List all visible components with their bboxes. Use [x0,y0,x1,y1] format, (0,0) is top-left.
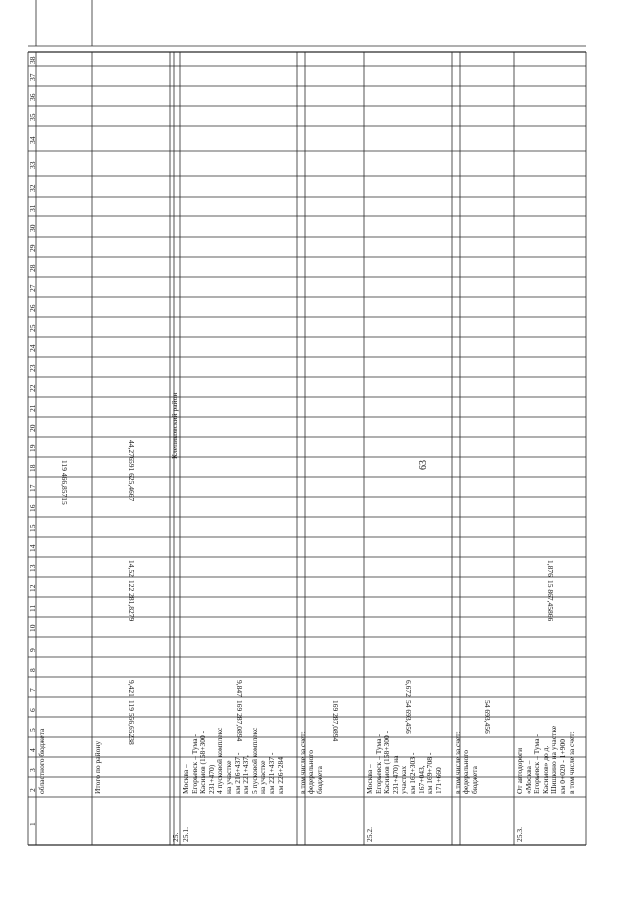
row-oblast-budget-label: областного бюджета [37,728,46,794]
row-25-2-col-7: 6,672 [404,680,413,697]
row-25-2-col-6: 54 693,456 [404,700,413,734]
column-number: 32 [28,184,37,192]
row-25-3-number: 25.3. [515,827,524,842]
row-25-1-label: 231+470) [206,764,216,794]
row-25-3-col-13: 1,876 [546,560,555,577]
row-total-district-col-13: 14,52 [127,560,136,577]
column-number: 3 [28,768,37,772]
row-25-3-label: Касимов» до д. [540,745,550,794]
column-number: 9 [28,648,37,652]
row-25-3-label: Шишкино на участке [549,725,559,794]
column-number: 17 [28,484,37,492]
column-number: 8 [28,668,37,672]
row-25-1-federal-label: федерального [306,750,315,794]
row-25-2-label: 231+470) на [390,755,400,794]
row-total-district-col-7: 9,421 [127,680,136,697]
row-25-2-label: 167+043, [416,765,426,794]
row-25-3-label: км 0+020 - 1+900 [558,739,567,794]
row-25-1-label: Егорьевск – Тума - [189,734,199,794]
column-number: 22 [28,384,37,392]
column-number: 2 [28,788,37,792]
row-25-3-col-12: 15 867,45866 [546,580,555,622]
column-number: 23 [28,364,37,372]
row-25-2-incl-label: в том числе за счет: [453,731,462,794]
row-25-2-label: км 169+708 - [425,752,435,794]
column-number: 21 [28,404,37,412]
column-number: 31 [28,204,37,212]
row-total-district-label: Итого по району [93,740,102,794]
column-number: 27 [28,284,37,292]
column-number: 25 [28,324,37,332]
column-number: 18 [28,464,37,472]
row-25-1-label: 4 пусковой комплекс [215,727,225,794]
column-number: 6 [28,708,37,712]
column-number: 16 [28,504,37,512]
column-number: 11 [28,604,37,612]
column-number: 20 [28,424,37,432]
row-25-2-label: км 162+303 - [408,752,417,794]
row-oblast-budget-col-18: 119 466,85715 [60,460,69,505]
section-title: Клепиковский район [170,392,179,459]
column-number: 30 [28,224,37,232]
column-number: 4 [28,748,37,752]
row-25-2-label: Касимов (158+300 - [382,730,392,794]
column-number: 12 [28,584,37,592]
row-25-2-federal-label: бюджета [469,766,479,794]
row-25-1-col-7: 9,847 [234,680,244,697]
column-number: 35 [28,113,37,121]
column-number: 29 [28,244,37,252]
row-total-district-col-12: 122 281,8279 [127,580,136,622]
row-25-3-label: От автодороги [515,747,524,794]
row-25-3-label: «Москва – [523,760,533,794]
column-number: 14 [28,544,37,552]
row-25-1-label: на участке [224,760,233,794]
row-total-district-col-19: 44,276 [127,440,136,461]
column-number: 37 [28,73,37,81]
row-25-3-label: в том числе за счет: [566,731,576,794]
row-25-1-col-6: 169 287,0894 [234,700,244,742]
row-section-25-number: 25. [171,832,180,842]
row-25-1-label: км 221+437 - [267,752,276,794]
column-number: 7 [28,688,37,692]
column-number: 15 [28,524,37,532]
column-number: 36 [28,93,37,101]
column-number: 13 [28,564,37,572]
page-number: 63 [418,460,429,470]
column-number: 5 [28,728,37,732]
row-25-1-federal-col-6: 169 287,0894 [330,700,340,742]
row-25-2-label: Егорьевск – Тума - [373,734,383,794]
row-25-2-federal-label: федерального [461,750,470,794]
row-25-1-federal-label: бюджета [314,766,324,794]
row-25-2-label: Москва – [365,764,374,794]
row-25-1-label: км 216+437 - [232,752,242,794]
row-25-1-label: Касимов (158+300 - [198,730,208,794]
column-number: 26 [28,304,37,312]
row-25-1-label: км 221+437, [241,755,251,794]
row-25-1-label: км 226+284 [275,757,285,794]
column-number: 10 [28,624,37,632]
row-total-district-col-18: 591 625,4667 [127,460,136,502]
row-total-district-col-6: 119 556,65238 [127,700,136,745]
column-number: 38 [28,56,37,64]
row-25-2-label: 171+660 [433,767,443,794]
column-number: 33 [28,161,37,169]
row-25-1-label: 5 пусковой комплекс [249,727,259,794]
row-25-2-label: участках [399,765,409,794]
row-25-2-federal-col-6: 54 693,456 [483,700,492,734]
column-number: 19 [28,444,37,452]
row-25-2-number: 25.2. [365,827,374,842]
row-25-1-label: на участке [258,760,268,794]
row-25-1-number: 25.1. [181,827,190,842]
row-25-1-incl-label: в том числе за счет: [298,731,307,794]
column-number: 28 [28,264,37,272]
row-25-3-label: Егорьевск – Тума - [532,734,542,794]
row-25-1-label: Москва – [181,764,190,794]
column-number: 24 [28,344,37,352]
column-number: 34 [28,136,37,144]
column-number: 1 [28,822,37,826]
